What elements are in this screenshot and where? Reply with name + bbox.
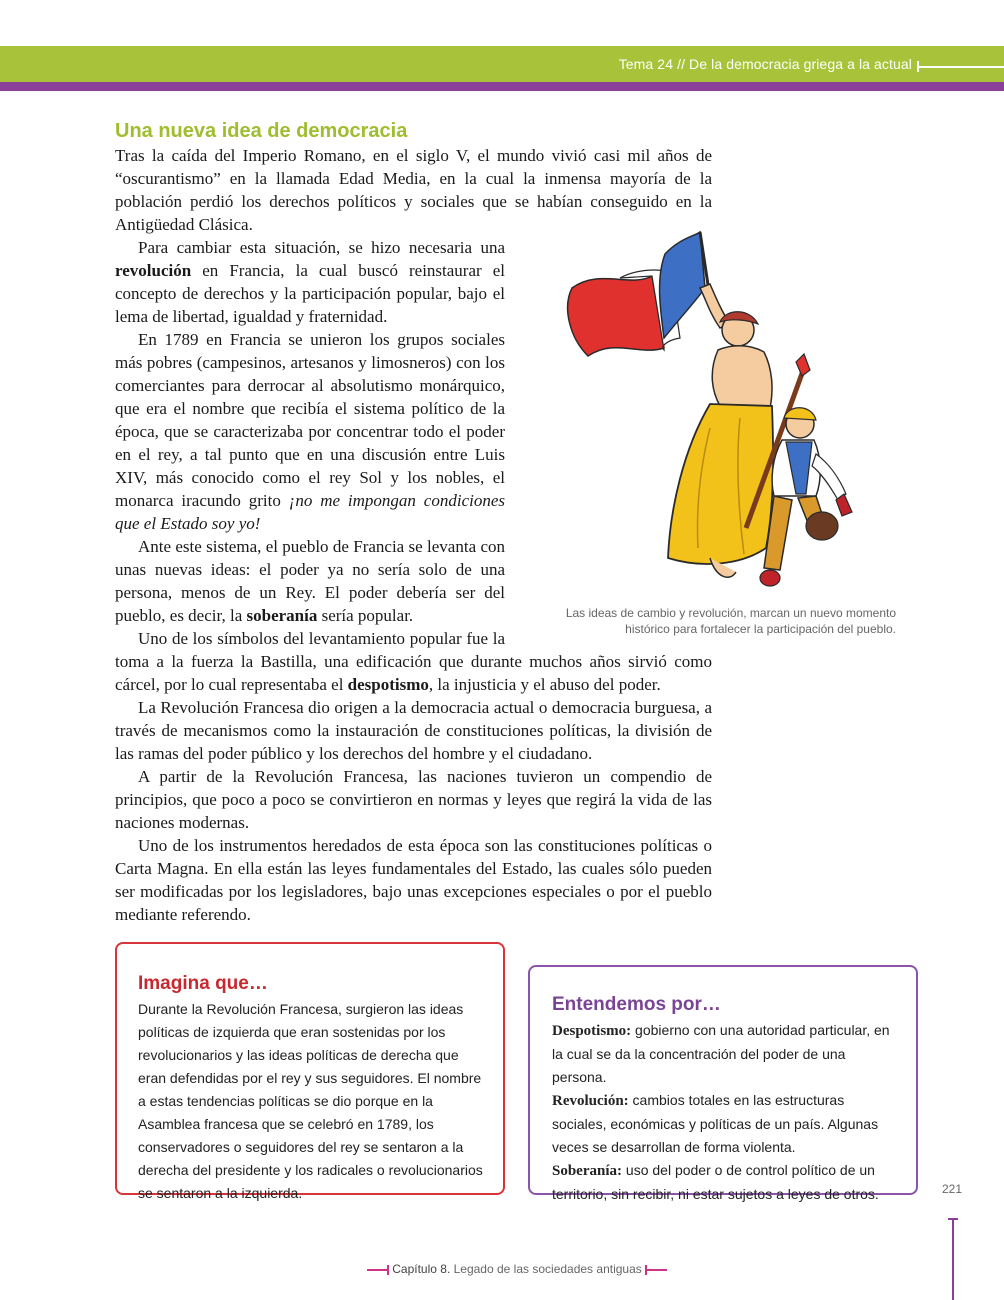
imagina-box	[115, 942, 505, 1201]
header-stripe	[0, 82, 1004, 91]
paragraph-4: Ante este sistema, el pueblo de Francia se levanta con unas nuevas ideas: el poder ya no sería solo de una persona, menos de un Rey. El poder debería ser del pueblo, es decir, la soberanía sería popular.	[115, 537, 505, 625]
footer-rule-right	[645, 1269, 667, 1271]
term-soberania: soberanía	[246, 606, 318, 625]
section-title: Una nueva idea de democracia	[115, 120, 408, 142]
paragraph-3: En 1789 en Francia se unieron los grupos sociales más pobres (campesinos, artesanos y limosneros) con los comerciantes para derrocar al absolutismo monárquico, que era el nombre que recibía el sistema político de la época, que se caracterizaba por concentrar todo el poder en el rey, a tal punto que en una discusión entre Luis XIV, más conocido como el rey Sol y los nobles, el monarca iracundo grito ¡no me impongan condiciones que el Estado soy yo!	[115, 330, 505, 533]
paragraph-7: A partir de la Revolución Francesa, las naciones tuvieron un compendio de principios, que poco a poco se convirtieron en normas y leyes que regirá la vida de las naciones modernas.	[115, 767, 712, 832]
paragraph-6: La Revolución Francesa dio origen a la democracia actual o democracia burguesa, a través de mecanismos como la instauración de constituciones políticas, la división de las ramas del poder público y los derechos del hombre y el ciudadano.	[115, 698, 712, 763]
definition-term: Revolución:	[552, 1093, 629, 1109]
paragraph-5: Uno de los símbolos del levantamiento popular fue la toma a la fuerza la Bastilla, una edificación que durante muchos años sirvió como cárcel, por lo cual representaba el despotismo, la injusticia y el abuso del poder.	[115, 629, 712, 694]
figure-caption	[548, 605, 896, 637]
paragraph-1: Tras la caída del Imperio Romano, en el siglo V, el mundo vivió casi mil años de “oscurantismo” en la llamada Edad Media, en la cual la inmensa mayoría de la población perdió los derechos políticos y sociales que se habían conseguido en la Antigüedad Clásica.	[115, 146, 712, 234]
quote-luis-xiv: ¡no me impongan condiciones que el Estado soy yo!	[115, 491, 505, 533]
term-revolucion: revolución	[115, 261, 192, 280]
term-despotismo: despotismo	[347, 675, 429, 694]
definition-revolucion: Revolución: cambios totales en las estructuras sociales, económicas y políticas de un país. Algunas veces se desarrollan de forma violenta.	[552, 1092, 879, 1155]
theme-label: Tema 24 // De la democracia griega a la actual	[618, 56, 912, 72]
caption-line-1: Las ideas de cambio y revolución, marcan un nuevo momento	[565, 606, 896, 620]
imagina-title: Imagina que…	[138, 973, 268, 994]
caption-line-2: histórico para fortalecer la participación del pueblo.	[625, 622, 896, 636]
margin-line	[952, 1218, 954, 1300]
definition-despotismo: Despotismo: gobierno con una autoridad particular, en la cual se da la concentración del poder de una persona.	[552, 1022, 890, 1085]
footer-chapter: Capítulo 8.	[392, 1262, 451, 1276]
entendemos-title: Entendemos por…	[552, 994, 721, 1015]
footer-rule-left	[367, 1269, 389, 1271]
definition-soberania: Soberanía: uso del poder o de control político de un territorio, sin recibir, ni estar sujetos a leyes de otros.	[552, 1162, 879, 1202]
entendemos-box	[528, 965, 918, 1202]
paragraph-8: Uno de los instrumentos heredados de esta época son las constituciones políticas o Carta Magna. En ella están las leyes fundamentales del Estado, las cuales sólo pueden ser modificadas por los legisladores, bajo unas excepciones especiales o por el pueblo mediante referendo.	[115, 836, 712, 924]
footer	[0, 1262, 1004, 1276]
liberty-leading-illustration	[560, 228, 860, 600]
definition-term: Soberanía:	[552, 1163, 623, 1179]
imagina-text: Durante la Revolución Francesa, surgieron las ideas políticas de izquierda que eran sostenidas por los revolucionarios y las ideas políticas de derecha que eran defendidas por el rey y sus seguidores. El nombre a estas tendencias políticas se dio porque en la Asamblea francesa que se celebró en 1789, los conservadores o seguidores del rey se sentaron a la derecha del presidente y los radicales o revolucionarios se sentaron a la izquierda.	[138, 1001, 483, 1201]
page-number: 221	[942, 1182, 963, 1196]
header-line	[918, 66, 1004, 68]
footer-title: Legado de las sociedades antiguas	[450, 1262, 642, 1276]
paragraph-2: Para cambiar esta situación, se hizo necesaria una revolución en Francia, la cual buscó reinstaurar el concepto de derechos y la participación popular, bajo el lema de libertad, igualdad y fraternidad.	[115, 238, 505, 326]
definition-term: Despotismo:	[552, 1023, 632, 1039]
